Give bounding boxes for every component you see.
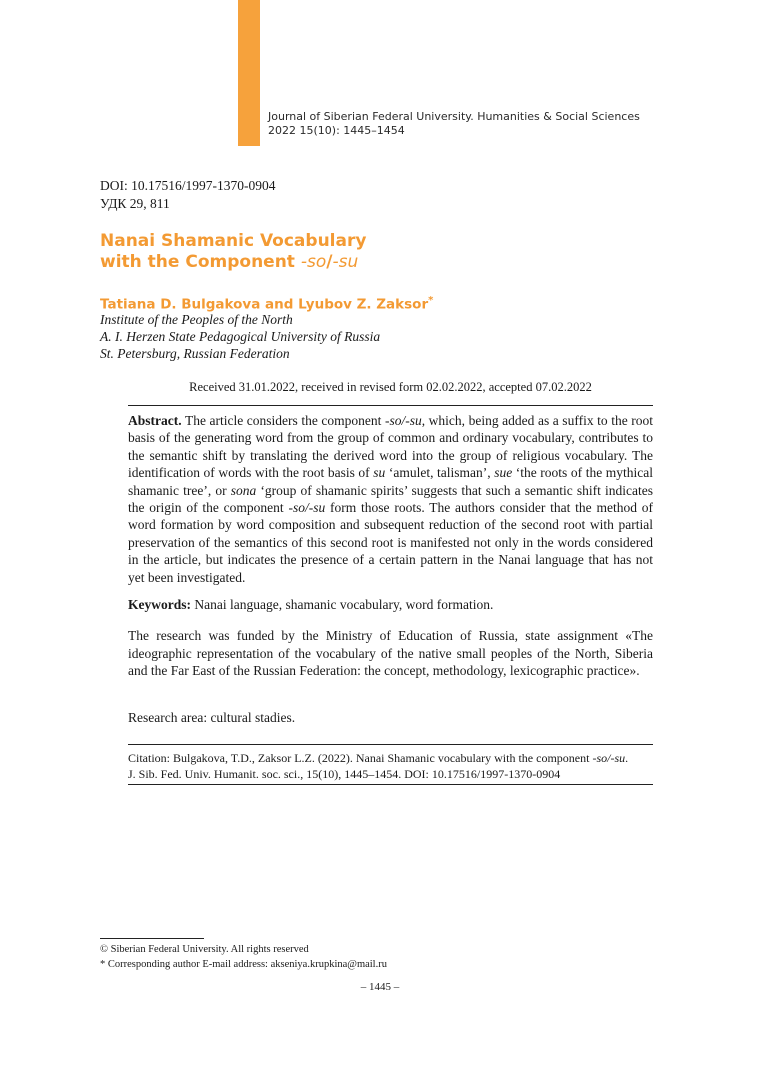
divider (128, 784, 653, 785)
title-slash: / (326, 252, 333, 272)
affiliation-line: A. I. Herzen State Pedagogical University of Russia (100, 329, 381, 344)
abstract-term: so/-su (389, 413, 422, 428)
abstract-text: ‘the roots of the mythical shamanic tree’, or (128, 465, 653, 498)
abstract-term: -so/-su (288, 500, 326, 516)
citation-line-1 (128, 750, 653, 766)
article-meta (100, 177, 276, 213)
article-title (100, 231, 660, 273)
abstract-term: sona (230, 482, 257, 498)
abstract-text: , which, being added as a suffix to the root basis of the generating word from the group of common and ordinary vocabulary, contributes to the semantic shift by translating the derived word into the group of religious vocabulary. The identification of words with the root basis of (128, 413, 653, 481)
journal-issue: 2022 15(10): 1445–1454 (268, 124, 405, 137)
author-names: Tatiana D. Bulgakova and Lyubov Z. Zaksor (100, 296, 429, 313)
title-line-2 (100, 252, 660, 273)
affiliation-line: Institute of the Peoples of the North (100, 312, 293, 327)
abstract (128, 412, 653, 586)
footnotes (100, 942, 660, 972)
citation-text: Citation: Bulgakova, T.D., Zaksor L.Z. (2022). Nanai Shamanic vocabulary with the component (128, 751, 593, 765)
divider (128, 405, 653, 406)
research-area: Research area: cultural stadies. (128, 710, 296, 725)
page-number: – 1445 – (360, 981, 400, 993)
copyright: © Siberian Federal University. All rights reserved (100, 944, 309, 955)
abstract-text: The article considers the component - (181, 413, 390, 428)
keywords-text: Nanai language, shamanic vocabulary, word formation. (191, 597, 494, 612)
abstract-term: su (373, 465, 386, 481)
header-accent-bar (238, 0, 260, 146)
affiliation (100, 311, 380, 362)
abstract-text: ‘group of shamanic spirits’ suggests that such a semantic shift indicates the origin of the component (128, 482, 653, 516)
corresponding-mark: * (428, 295, 434, 306)
journal-header (268, 110, 738, 138)
citation-term: -so/-su (592, 751, 626, 765)
footnote-divider (100, 938, 204, 939)
abstract-label: Abstract. (128, 413, 182, 428)
abstract-text: form those roots. The authors consider that the method of word formation by word composition and subsequent reduction of the second root with partial preservation of the semantics of this second root is manifested not only in the words considered in the article, but indicates the presence of a certain pattern in the Nanai language that has not yet been investigated. (128, 500, 653, 585)
divider (128, 744, 653, 745)
affiliation-line: St. Petersburg, Russian Federation (100, 346, 290, 361)
corresponding-author: * Corresponding author E-mail address: akseniya.krupkina@mail.ru (100, 959, 387, 970)
citation-text: . (625, 751, 629, 765)
keywords-label: Keywords: (128, 597, 191, 612)
abstract-text: ‘amulet, talisman’, (385, 465, 495, 481)
doi: DOI: 10.17516/1997-1370-0904 (100, 178, 276, 193)
title-suffix-so: -so (300, 252, 327, 272)
abstract-term: sue (494, 465, 513, 481)
funding-statement: The research was funded by the Ministry of Education of Russia, state assignment «The ideographic representation of the vocabulary of the native small peoples of the North, Siberia and the Far East of the Russian Federation: the concept, methodology, lexicographic practice». (128, 628, 653, 679)
journal-name: Journal of Siberian Federal University. Humanities & Social Sciences (268, 110, 640, 123)
title-line-1: Nanai Shamanic Vocabulary (100, 231, 367, 251)
title-suffix-su: -su (332, 252, 359, 272)
title-prefix: with the Component (100, 252, 301, 272)
keywords (128, 596, 653, 613)
received-dates: Received 31.01.2022, received in revised form 02.02.2022, accepted 07.02.2022 (189, 380, 592, 394)
udk: УДК 29, 811 (100, 196, 170, 211)
citation (128, 750, 653, 782)
citation-line-2: J. Sib. Fed. Univ. Humanit. soc. sci., 15(10), 1445–1454. DOI: 10.17516/1997-1370-0904 (128, 767, 561, 781)
